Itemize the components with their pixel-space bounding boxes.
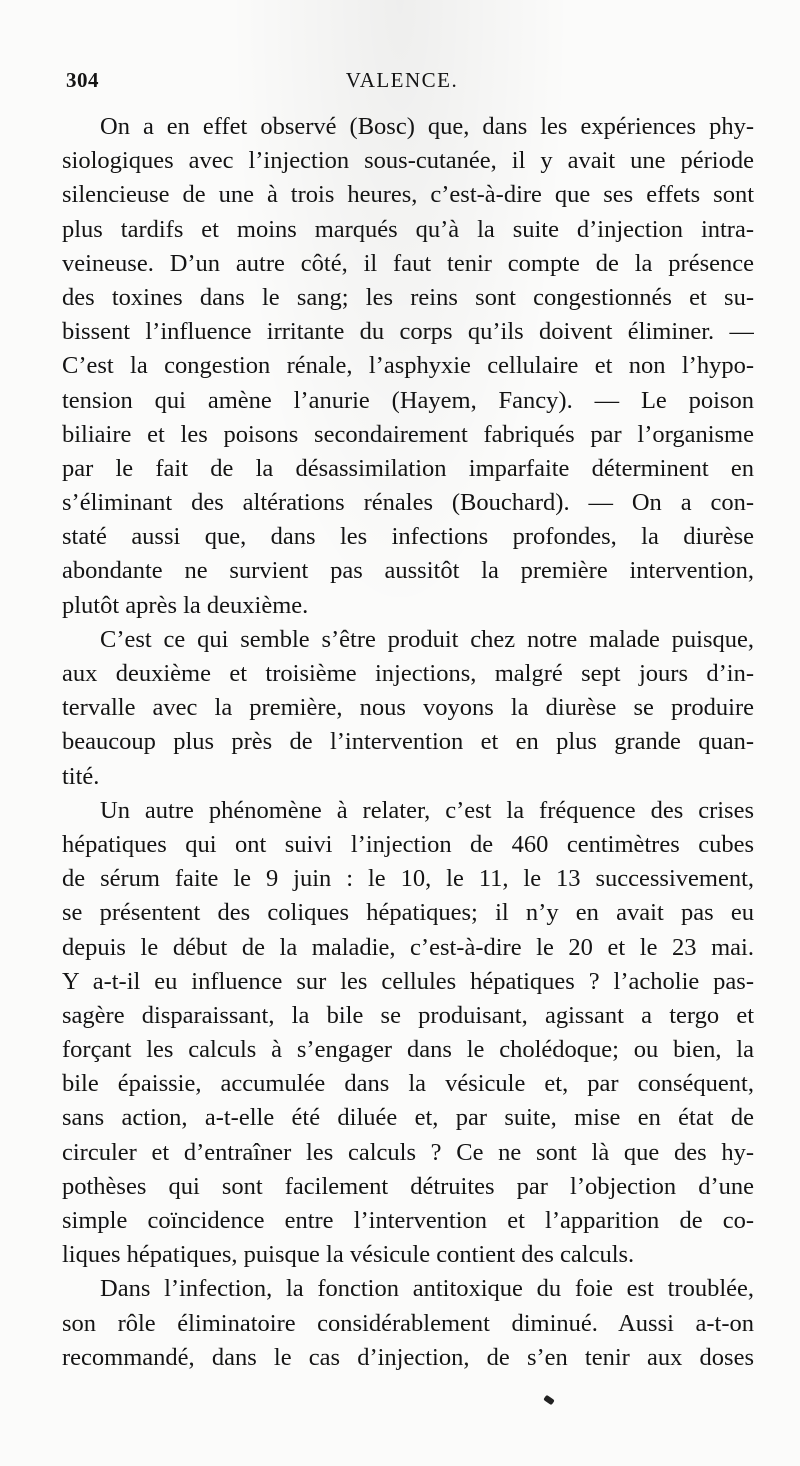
text-line: depuis le début de la maladie, c’est-à-dire le 20 et le 23 mai. [62,933,754,961]
page-number: 304 [66,68,99,92]
text-line: Dans l’infection, la fonction antitoxique du foie est troublée, [100,1275,754,1303]
text-line: aux deuxième et troisième injections, malgré sept jours d’in- [62,660,754,687]
text-line: silencieuse de une à trois heures, c’est-à-dire que ses effets sont [62,181,754,209]
text-line: simple coïncidence entre l’intervention et l’apparition de co- [62,1207,754,1234]
running-title: VALENCE. [345,68,459,92]
text-line: bile épaissie, accumulée dans la vésicule et, par conséquent, [62,1070,754,1098]
text-line: hépatiques qui ont suivi l’injection de 460 centimètres cubes [62,830,754,858]
text-line: C’est la congestion rénale, l’asphyxie cellulaire et non l’hypo- [62,352,754,380]
text-line: tité. [62,762,100,790]
text-line: siologiques avec l’injection sous-cutanée, il y avait une période [62,147,754,175]
text-line: C’est ce qui semble s’être produit chez notre malade puisque, [100,625,754,653]
text-line: bissent l’influence irritante du corps qu’ils doivent éliminer. — [62,318,754,346]
text-line: On a en effet observé (Bosc) que, dans les expériences phy- [100,113,754,140]
text-line: plutôt après la deuxième. [62,591,309,619]
text-line: abondante ne survient pas aussitôt la première intervention, [62,557,754,585]
text-line: Y a-t-il eu influence sur les cellules hépatiques ? l’acholie pas- [62,967,754,995]
text-line: s’éliminant des altérations rénales (Bouchard). — On a con- [62,489,754,517]
text-line: beaucoup plus près de l’intervention et en plus grande quan- [62,728,754,756]
text-line: par le fait de la désassimilation imparfaite déterminent en [62,454,754,482]
text-line: tervalle avec la première, nous voyons la diurèse se produire [62,694,754,722]
text-line: circuler et d’entraîner les calculs ? Ce ne sont là que des hy- [62,1138,754,1166]
body-text [62,110,754,1375]
text-line: Un autre phénomène à relater, c’est la fréquence des crises [100,796,754,824]
text-line: veineuse. D’un autre côté, il faut tenir compte de la présence [62,249,754,277]
text-line: son rôle éliminatoire considérablement diminué. Aussi a-t-on [62,1309,754,1337]
text-line: de sérum faite le 9 juin : le 10, le 11, le 13 successivement, [62,865,754,893]
text-line: biliaire et les poisons secondairement fabriqués par l’organisme [62,420,754,448]
text-line: forçant les calculs à s’engager dans le cholédoque; ou bien, la [62,1036,754,1064]
text-line: pothèses qui sont facilement détruites par l’objection d’une [62,1172,754,1200]
running-head [66,68,738,98]
text-line: staté aussi que, dans les infections profondes, la diurèse [62,523,754,551]
text-line: des toxines dans le sang; les reins sont congestionnés et su- [62,283,754,311]
text-line: sagère disparaissant, la bile se produisant, agissant a tergo et [62,1001,754,1029]
text-line: plus tardifs et moins marqués qu’à la suite d’injection intra- [62,215,754,243]
text-line: tension qui amène l’anurie (Hayem, Fancy). — Le poison [62,386,754,414]
text-line: se présentent des coliques hépatiques; il n’y en avait pas eu [62,899,754,927]
text-line: sans action, a-t-elle été diluée et, par suite, mise en état de [62,1104,754,1132]
text-line: recommandé, dans le cas d’injection, de s’en tenir aux doses [62,1343,754,1371]
text-line: liques hépatiques, puisque la vésicule contient des calculs. [62,1241,635,1269]
ink-speck [543,1395,555,1406]
